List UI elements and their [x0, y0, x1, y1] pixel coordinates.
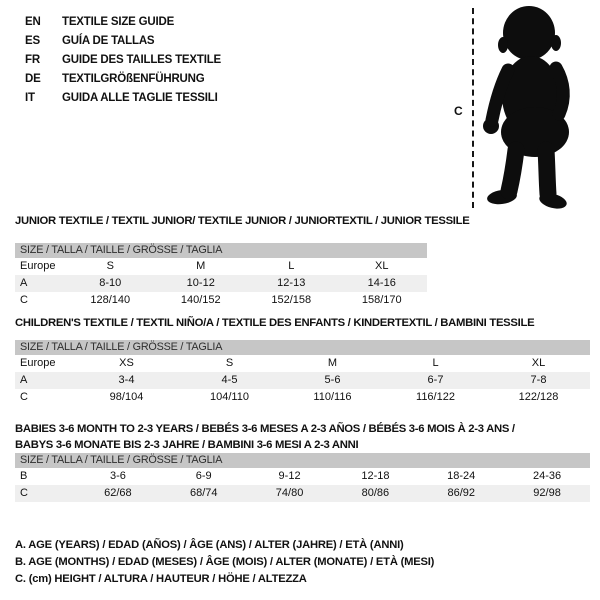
table-title-line2: BABYS 3-6 MONATE BIS 2-3 JAHRE / BAMBINI 3-6 MESI A 2-3 ANNI: [15, 439, 359, 451]
size-cell: L: [288, 260, 295, 272]
value-cell: 152/158: [271, 294, 312, 306]
table-row-height: [15, 292, 427, 309]
lang-row-de: [25, 70, 221, 89]
language-title-block: [25, 13, 221, 108]
value-cell: 86/92: [447, 487, 475, 499]
value-cell: 3-4: [118, 374, 135, 386]
value-cell: 9-12: [278, 470, 301, 482]
table-row-europe: [15, 355, 590, 372]
value-cell: 6-9: [195, 470, 212, 482]
table-title: CHILDREN'S TEXTILE / TEXTIL NIÑO/A / TEXTILE DES ENFANTS / KINDERTEXTIL / BAMBINI TESSILE: [15, 317, 535, 329]
lang-label: GUÍA DE TALLAS: [62, 35, 155, 47]
value-cell: 14-16: [367, 277, 396, 289]
row-label: C: [20, 487, 28, 499]
value-cell: 12-13: [277, 277, 306, 289]
table-row-age: [15, 275, 427, 292]
lang-label: GUIDA ALLE TAGLIE TESSILI: [62, 92, 218, 104]
c-measure-label: C: [454, 104, 463, 118]
row-label: A: [20, 277, 28, 289]
size-cell: XL: [531, 357, 546, 369]
value-cell: 4-5: [221, 374, 238, 386]
size-cell: XL: [375, 260, 389, 272]
table-row-height: [15, 389, 590, 406]
value-cell: 80/86: [361, 487, 390, 499]
toddler-silhouette-icon: [480, 4, 582, 210]
value-cell: 5-6: [324, 374, 341, 386]
table-title: JUNIOR TEXTILE / TEXTIL JUNIOR/ TEXTILE JUNIOR / JUNIORTEXTIL / JUNIOR TESSILE: [15, 215, 470, 227]
size-header-bar: SIZE / TALLA / TAILLE / GRÖSSE / TAGLIA: [15, 340, 590, 355]
legend-line-age-years: A. AGE (YEARS) / EDAD (AÑOS) / ÂGE (ANS) / ALTER (JAHRE) / ETÀ (ANNI): [15, 539, 404, 551]
value-cell: 12-18: [361, 470, 390, 482]
size-header-bar: SIZE / TALLA / TAILLE / GRÖSSE / TAGLIA: [15, 453, 590, 468]
value-cell: 110/116: [313, 391, 352, 403]
lang-label: TEXTILE SIZE GUIDE: [62, 16, 175, 28]
table-row-europe: [15, 258, 427, 275]
measure-legend: [15, 537, 434, 588]
size-cell: S: [225, 357, 234, 369]
size-cell: S: [106, 260, 114, 272]
lang-code: ES: [25, 35, 40, 47]
legend-line-height: C. (cm) HEIGHT / ALTURA / HAUTEUR / HÖHE / ALTEZZA: [15, 573, 307, 585]
row-label: C: [20, 391, 28, 403]
value-cell: 10-12: [186, 277, 215, 289]
lang-label: TEXTILGRÖßENFÜHRUNG: [62, 73, 205, 85]
table-row-height: [15, 485, 590, 502]
value-cell: 7-8: [530, 374, 547, 386]
value-cell: 62/68: [104, 487, 132, 499]
lang-row-fr: [25, 51, 221, 70]
value-cell: 68/74: [189, 487, 218, 499]
lang-row-en: [25, 13, 221, 32]
value-cell: 92/98: [533, 487, 561, 499]
value-cell: 8-10: [99, 277, 122, 289]
value-cell: 140/152: [180, 294, 221, 306]
row-label: B: [20, 470, 28, 482]
table-title-line1: BABIES 3-6 MONTH TO 2-3 YEARS / BEBÉS 3-6 MESES A 2-3 AÑOS / BÉBÉS 3-6 MOIS À 2-3 ANS /: [15, 423, 515, 435]
children-size-table: [15, 317, 590, 406]
lang-label: GUIDE DES TAILLES TEXTILE: [62, 54, 221, 66]
legend-line-age-months: B. AGE (MONTHS) / EDAD (MESES) / ÂGE (MOIS) / ALTER (MONATE) / ETÀ (MESI): [15, 556, 435, 568]
value-cell: 158/170: [361, 294, 402, 306]
size-cell: M: [327, 357, 338, 369]
lang-code: FR: [25, 54, 40, 66]
value-cell: 74/80: [275, 487, 304, 499]
value-cell: 128/140: [90, 294, 131, 306]
lang-code: EN: [25, 16, 41, 28]
lang-code: DE: [25, 73, 41, 85]
value-cell: 116/122: [416, 391, 455, 403]
value-cell: 18-24: [447, 470, 476, 482]
lang-row-es: [25, 32, 221, 51]
value-cell: 104/110: [210, 391, 249, 403]
row-label: A: [20, 374, 28, 386]
value-cell: 3-6: [109, 470, 126, 482]
size-cell: L: [432, 357, 439, 369]
value-cell: 98/104: [109, 391, 144, 403]
lang-row-it: [25, 89, 221, 108]
lang-code: IT: [25, 92, 35, 104]
table-row-age: [15, 372, 590, 389]
value-cell: 24-36: [532, 470, 562, 482]
size-cell: M: [196, 260, 206, 272]
value-cell: 122/128: [518, 391, 559, 403]
value-cell: 6-7: [427, 374, 444, 386]
table-title: [15, 421, 590, 453]
height-measure-figure: [452, 4, 592, 214]
dashed-height-line: [472, 8, 474, 208]
junior-size-table: [15, 215, 470, 309]
row-label: Europe: [20, 260, 56, 272]
table-row-months: [15, 468, 590, 485]
row-label: Europe: [20, 357, 56, 369]
babies-size-table: [15, 421, 590, 502]
row-label: C: [20, 294, 28, 306]
size-cell: XS: [119, 357, 134, 369]
size-header-bar: SIZE / TALLA / TAILLE / GRÖSSE / TAGLIA: [15, 243, 427, 258]
